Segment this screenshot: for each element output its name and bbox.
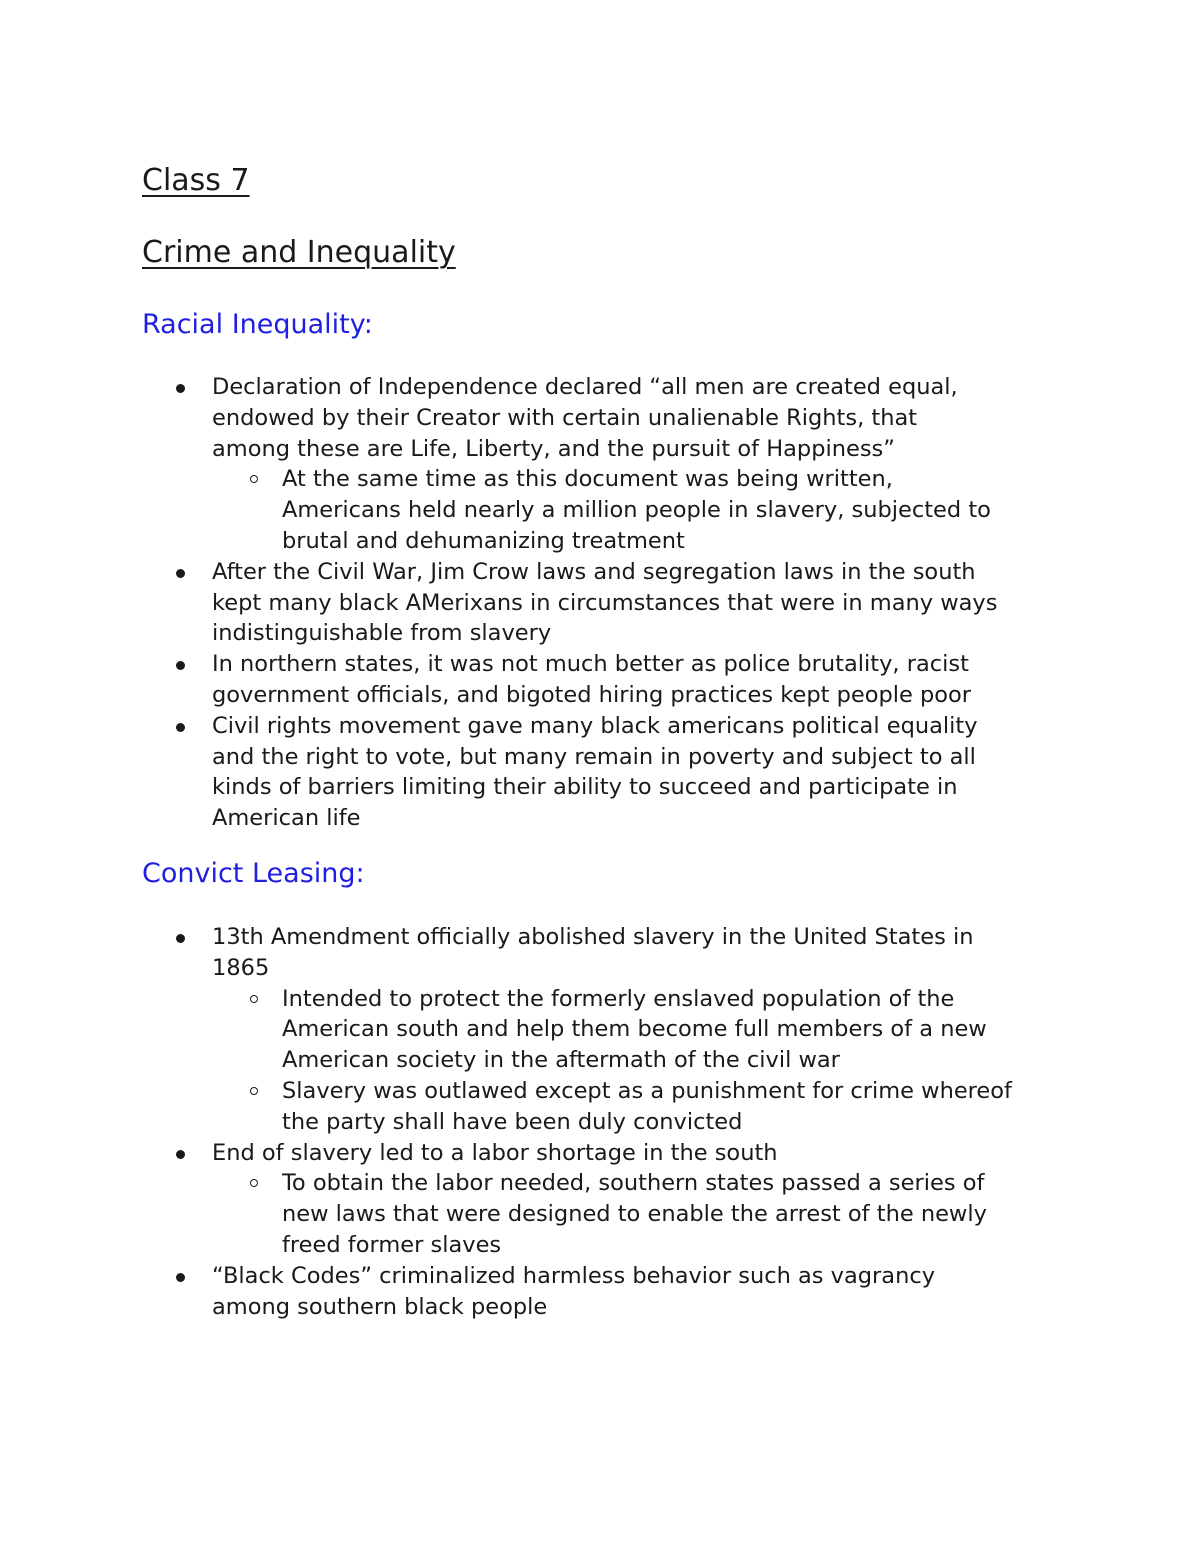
- list-item-text: End of slavery led to a labor shortage in the south: [212, 1139, 778, 1166]
- racial-inequality-list: [0, 372, 1072, 834]
- list-item: [0, 557, 1072, 649]
- list-item: [0, 1261, 1072, 1323]
- sub-list-item-text: Slavery was outlawed except as a punishment for crime whereof the party shall have been duly convicted: [282, 1077, 1012, 1135]
- list-item: [0, 372, 1072, 557]
- sub-list-item-text: At the same time as this document was being written, Americans held nearly a million people in slavery, subjected to brutal and dehumanizing treatment: [282, 466, 991, 554]
- section-heading-racial-inequality: Racial Inequality:: [142, 309, 373, 340]
- list-item-text: 13th Amendment officially abolished slavery in the United States in 1865: [212, 924, 974, 981]
- list-item: [0, 711, 1072, 834]
- sub-list: [212, 984, 1072, 1138]
- list-item-text: Civil rights movement gave many black americans political equality and the right to vote, but many remain in poverty and subject to all kinds of barriers limiting their ability to succeed and participate in American life: [212, 712, 978, 832]
- sub-list-item-text: To obtain the labor needed, southern states passed a series of new laws that were designed to enable the arrest of the newly freed former slaves: [282, 1170, 987, 1258]
- class-title: Class 7: [142, 163, 250, 198]
- sub-list-item: [212, 464, 1072, 556]
- sub-list-item: [212, 1076, 1072, 1138]
- convict-leasing-list: [0, 922, 1072, 1322]
- list-item-text: After the Civil War, Jim Crow laws and segregation laws in the south kept many black AMerixans in circumstances that were in many ways indistinguishable from slavery: [212, 558, 998, 647]
- list-item-text: In northern states, it was not much better as police brutality, racist government officials, and bigoted hiring practices kept people poor: [212, 651, 972, 708]
- list-item-text: Declaration of Independence declared “all men are created equal, endowed by their Creator with certain unalienable Rights, that among these are Life, Liberty, and the pursuit of Happiness”: [212, 374, 958, 462]
- list-item: [0, 1138, 1072, 1261]
- sub-list-item: [212, 984, 1072, 1076]
- sub-list-item-text: Intended to protect the formerly enslaved population of the American south and help them become full members of a new American society in the aftermath of the civil war: [282, 985, 987, 1074]
- list-item-text: “Black Codes” criminalized harmless behavior such as vagrancy among southern black people: [212, 1262, 936, 1320]
- list-item: [0, 922, 1072, 1138]
- sub-list: [212, 464, 1072, 556]
- list-item: [0, 649, 1072, 711]
- topic-title: Crime and Inequality: [142, 235, 456, 270]
- section-heading-convict-leasing: Convict Leasing:: [142, 858, 365, 889]
- sub-list-item: [212, 1168, 1072, 1260]
- sub-list: [212, 1168, 1072, 1260]
